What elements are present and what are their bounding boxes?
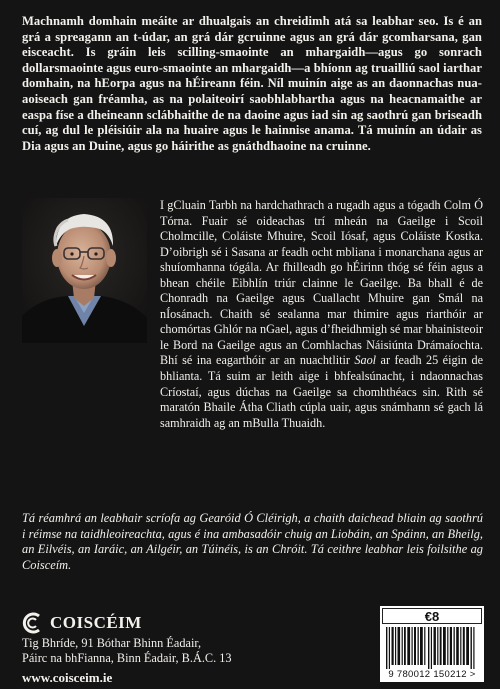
author-bio [160, 198, 483, 431]
bio-text-part1: I gCluain Tarbh na hardchathrach a rugadh agus a tógadh Colm Ó Tórna. Fuair sé oideachas trí mheán na Gaeilge i Scoil Cholmcille, Coláiste Mhuire, Scoil Iósaf, agus Coláiste Kostka. D’oibrigh sé i Sasana ar feadh ocht mbliana i monarchana agus ar shuíomhanna tógála. Ar fhilleadh go hÉirinn thóg sé féin agus a bhean chéile Eibhlín triúr clainne le Gaeilge. Ba bhall é de Chonradh na Gaeilge agus Cuallacht Mhuire gan Smál na nÍosánach. Chaith sé sealanna mar thimire agus riarthóir ar chomórtas Ghlór na nGael, agus d’fheidhmigh sé mar bhainisteoir le Bord na Gaeilge agus an Comhlachas Náisiúnta Drámaíochta. Bhí sé ina eagarthóir ar an nuachtlitir [160, 198, 483, 368]
foreword-note: Tá réamhrá an leabhair scríofa ag Gearóid Ó Cléirigh, a chaith daichead bliain ag saothrú i réimse na taidhleoireachta, agus é ina ambasadóir chuig an Liobáin, an Spáinn, an Bheilg, an Eilvéis, an Iaráic, an Ailgéir, an Túinéis, is an Chróit. Tá ceithre leabhar leis foilsithe ag Coisceím. [22, 511, 483, 572]
isbn-number: 9 780012 150212 > [388, 669, 476, 680]
publisher-address-line2: Páirc na bhFianna, Binn Éadair, B.Á.C. 13 [22, 651, 232, 666]
blurb-text: Machnamh domhain meáite ar dhualgais an chreidimh atá sa leabhar seo. Is é an grá a spreagann an t-údar, an grá dár gcruinne agus an grá dár gcomharsana, gan eisceacht. Is gráin leis scilling-smaointe an mhargaidh—agus go sonrach dollarsmaointe agus euro-smaointe an mhargaidh—a bhíonn ag truailliú saol iarthar domhain, na hEorpa agus na hÉireann féin. Níl muinín aige as an daonnachas nua-aoiseach gan fréamha, as na polaiteoirí saobhlabhartha agus na heacnamaithe ar easpa físe a dheineann sclábhaithe de na daoine agus iad sin ag saothrú gan briseadh cuí, ag dul le pléisiúir ala na huaire agus le hainnise anama. Tá muinín an údair as Dia agus an Duine, agus go háirithe as gnáthdhaoine na cruinne. [22, 14, 482, 153]
publisher-name: COISCÉIM [50, 613, 142, 632]
publisher-address-line1: Tig Bhríde, 91 Bóthar Bhinn Éadair, [22, 636, 202, 650]
author-photo [22, 198, 147, 343]
publisher-website-link[interactable]: www.coisceim.ie [22, 670, 113, 686]
barcode-icon [386, 627, 478, 669]
bio-text-part2: ar feadh 25 éigin de bhlianta. Tá suim ar leith aige i bhfealsúnacht, i ndaonnachas Críostaí, agus dúchas na Gaeilge sa chomhthéacs sin. Rith sé maratón Bhaile Átha Cliath cúpla uair, agus snámhann sé gach lá samhraidh ag an mBulla Thuaidh. [160, 353, 483, 430]
publisher-block [22, 612, 322, 686]
coisceim-logo-icon [22, 612, 44, 634]
bio-newsletter-title: Saol [354, 353, 377, 368]
price-label: €8 [382, 608, 482, 624]
isbn-barcode-block [380, 606, 484, 682]
